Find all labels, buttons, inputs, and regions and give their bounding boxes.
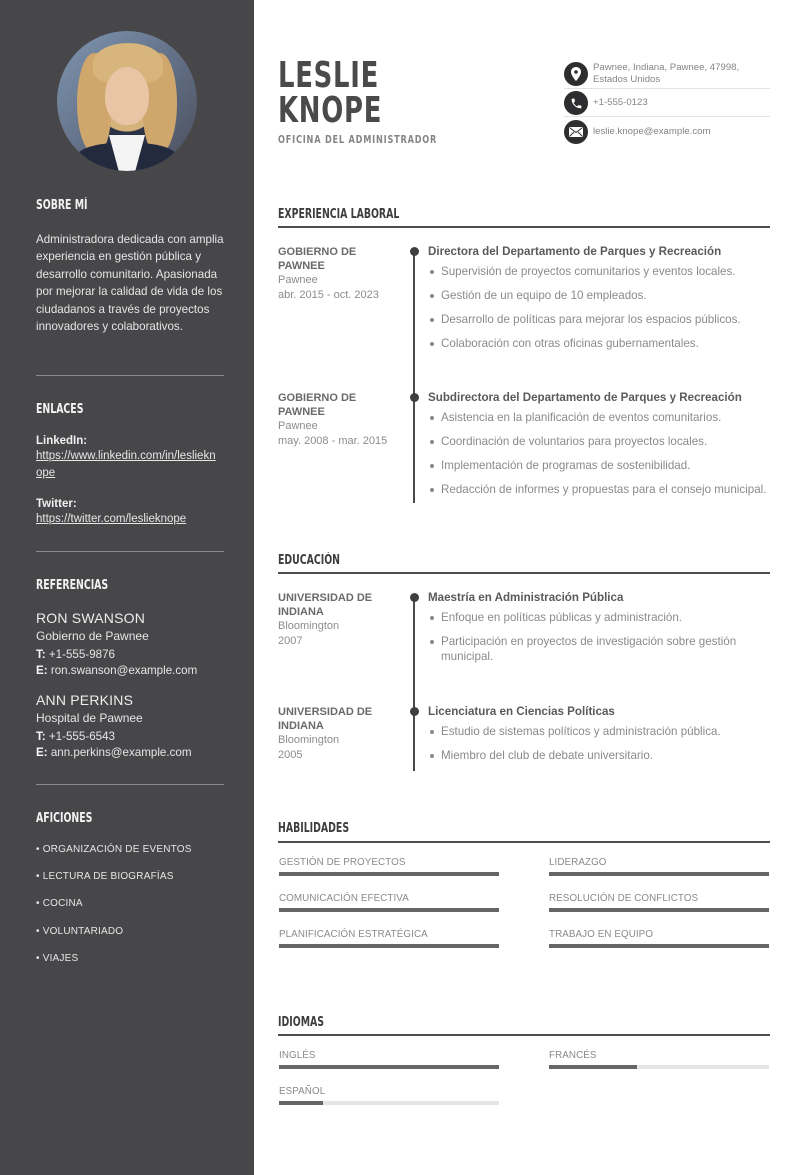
entry-dates: 2007 xyxy=(278,634,303,647)
entry-dates: 2005 xyxy=(278,748,303,761)
entry-org: GOBIERNO DE PAWNEE xyxy=(278,392,357,418)
hobby-item: • ORGANIZACIÓN DE EVENTOS xyxy=(36,844,224,871)
main-content xyxy=(254,0,794,1175)
twitter-label: Twitter: xyxy=(36,498,77,510)
skill-bar-fill xyxy=(549,908,769,912)
skill-bar-fill xyxy=(279,872,499,876)
job-title: OFICINA DEL ADMINISTRADOR xyxy=(278,134,438,146)
entry-bullet: Colaboración con otras oficinas gubernamentales. xyxy=(428,336,774,351)
linkedin-link[interactable]: https://www.linkedin.com/in/leslieknope xyxy=(36,450,216,479)
reference-phone xyxy=(36,729,224,745)
entry-bullet: Estudio de sistemas políticos y administración pública. xyxy=(428,724,774,739)
skill-bar xyxy=(549,908,769,912)
avatar xyxy=(57,31,197,171)
experience-title: EXPERIENCIA LABORAL xyxy=(278,207,400,222)
reference-email xyxy=(36,745,224,761)
address-text: Pawnee, Indiana, Pawnee, 47998, Estados Unidos xyxy=(593,62,740,85)
skill-bar-fill xyxy=(279,944,499,948)
language-bar-fill xyxy=(279,1065,499,1069)
timeline-dot xyxy=(410,393,419,402)
skill-item xyxy=(279,929,499,948)
link-twitter xyxy=(36,498,224,528)
language-bar xyxy=(549,1065,769,1069)
entry-bullet: Desarrollo de políticas para mejorar los espacios públicos. xyxy=(428,312,774,327)
education-title: EDUCACIÓN xyxy=(278,553,341,568)
skill-item xyxy=(279,857,499,876)
entry-org: UNIVERSIDAD DE INDIANA xyxy=(278,706,373,732)
reference-email xyxy=(36,663,224,679)
skill-label: RESOLUCIÓN DE CONFLICTOS xyxy=(549,893,699,904)
reference-name: ANN PERKINS xyxy=(36,692,134,708)
email-prefix: E: xyxy=(36,664,48,677)
skill-item xyxy=(549,857,769,876)
timeline-line xyxy=(413,251,415,503)
language-item xyxy=(549,1050,769,1069)
entry-bullet: Redacción de informes y propuestas para el consejo municipal. xyxy=(428,482,774,497)
contact-phone xyxy=(564,89,770,117)
entry-dates: abr. 2015 - oct. 2023 xyxy=(278,288,379,301)
phone-prefix: T: xyxy=(36,730,46,743)
timeline-line xyxy=(413,597,415,771)
skill-bar xyxy=(549,872,769,876)
entry-role: Subdirectora del Departamento de Parques y Recreación xyxy=(428,391,742,404)
hobbies-section xyxy=(36,809,224,827)
hobby-item: • VIAJES xyxy=(36,953,224,980)
entry-org: GOBIERNO DE PAWNEE xyxy=(278,246,357,272)
section-rule xyxy=(278,841,770,843)
entry-bullet: Enfoque en políticas públicas y administración. xyxy=(428,610,774,625)
hobby-item: • LECTURA DE BIOGRAFÍAS xyxy=(36,871,224,898)
contact-email xyxy=(564,117,770,145)
skill-bar xyxy=(279,908,499,912)
divider xyxy=(36,551,224,552)
language-item xyxy=(279,1086,499,1105)
reference-phone-value: +1-555-6543 xyxy=(48,730,115,743)
reference-org: Gobierno de Pawnee xyxy=(36,629,149,643)
twitter-link[interactable]: https://twitter.com/leslieknope xyxy=(36,513,187,525)
skill-item xyxy=(549,893,769,912)
phone-icon xyxy=(564,91,588,115)
reference-email-value[interactable]: ann.perkins@example.com xyxy=(50,746,192,759)
hobbies-title: AFICIONES xyxy=(36,811,93,826)
linkedin-label: LinkedIn: xyxy=(36,435,88,447)
entry-location: Bloomington xyxy=(278,620,340,632)
email-prefix: E: xyxy=(36,746,48,759)
reference-item xyxy=(36,692,224,761)
skill-bar xyxy=(279,872,499,876)
about-text-block xyxy=(36,231,224,335)
language-bar xyxy=(279,1101,499,1105)
language-label: ESPAÑOL xyxy=(279,1086,326,1097)
skill-label: GESTIÓN DE PROYECTOS xyxy=(279,857,406,868)
email-text[interactable]: leslie.knope@example.com xyxy=(593,126,711,137)
timeline-dot xyxy=(410,247,419,256)
link-linkedin xyxy=(36,435,224,481)
language-item xyxy=(279,1050,499,1069)
entry-location: Bloomington xyxy=(278,734,340,746)
skill-bar-fill xyxy=(549,944,769,948)
entry-bullet: Implementación de programas de sostenibilidad. xyxy=(428,458,774,473)
entry-location: Pawnee xyxy=(278,274,318,286)
divider xyxy=(36,375,224,376)
timeline-dot xyxy=(410,707,419,716)
skill-item xyxy=(549,929,769,948)
entry-role: Maestría en Administración Pública xyxy=(428,591,624,604)
language-bar-fill xyxy=(279,1101,323,1105)
entry-location: Pawnee xyxy=(278,420,318,432)
skill-bar xyxy=(549,944,769,948)
timeline-dot xyxy=(410,593,419,602)
section-rule xyxy=(278,572,770,574)
about-section xyxy=(36,196,224,214)
skill-label: LIDERAZGO xyxy=(549,857,607,868)
about-text: Administradora dedicada con amplia experiencia en gestión pública y desarrollo comunitario. Apasionada por mejorar la calidad de vida de los ciudadanos a través de proyectos innovadores y colaborativos. xyxy=(36,233,224,334)
skill-item xyxy=(279,893,499,912)
experience-entry xyxy=(428,391,774,506)
education-entry xyxy=(428,705,774,772)
entry-bullet: Participación en proyectos de investigación sobre gestión municipal. xyxy=(428,634,748,664)
links-section xyxy=(36,400,224,418)
entry-bullet: Gestión de un equipo de 10 empleados. xyxy=(428,288,774,303)
section-rule xyxy=(278,226,770,228)
language-bar-fill xyxy=(549,1065,637,1069)
skill-bar-fill xyxy=(549,872,769,876)
entry-bullet: Asistencia en la planificación de eventos comunitarios. xyxy=(428,410,774,425)
entry-role: Licenciatura en Ciencias Políticas xyxy=(428,705,615,718)
contact-address xyxy=(564,61,770,89)
phone-text: +1-555-0123 xyxy=(593,97,648,108)
reference-phone-value: +1-555-9876 xyxy=(48,648,115,661)
section-rule xyxy=(278,1034,770,1036)
languages-title: IDIOMAS xyxy=(278,1015,325,1030)
education-entry-meta xyxy=(278,705,398,762)
skill-bar xyxy=(279,944,499,948)
entry-bullet: Coordinación de voluntarios para proyectos locales. xyxy=(428,434,774,449)
hobbies-list xyxy=(36,844,224,980)
contact-block xyxy=(564,61,770,145)
reference-org: Hospital de Pawnee xyxy=(36,711,143,725)
first-name: LESLIE xyxy=(278,55,380,96)
education-entry xyxy=(428,591,774,673)
reference-phone xyxy=(36,647,224,663)
location-pin-icon xyxy=(564,62,588,86)
links-title: ENLACES xyxy=(36,402,84,417)
entry-bullet: Supervisión de proyectos comunitarios y eventos locales. xyxy=(428,264,774,279)
skill-bar-fill xyxy=(279,908,499,912)
entry-role: Directora del Departamento de Parques y Recreación xyxy=(428,245,722,258)
full-name xyxy=(278,55,383,131)
references-section xyxy=(36,576,224,594)
skill-label: TRABAJO EN EQUIPO xyxy=(549,929,654,940)
language-label: FRANCÉS xyxy=(549,1050,597,1061)
about-title: SOBRE MÍ xyxy=(36,198,88,213)
phone-prefix: T: xyxy=(36,648,46,661)
reference-email-value[interactable]: ron.swanson@example.com xyxy=(50,664,198,677)
hobby-item: • COCINA xyxy=(36,898,224,925)
reference-item xyxy=(36,610,224,679)
skill-label: COMUNICACIÓN EFECTIVA xyxy=(279,893,409,904)
divider xyxy=(36,784,224,785)
skills-title: HABILIDADES xyxy=(278,821,350,836)
experience-entry-meta xyxy=(278,391,398,448)
envelope-icon xyxy=(564,120,588,144)
last-name: KNOPE xyxy=(278,90,383,131)
experience-entry xyxy=(428,245,774,360)
sidebar xyxy=(0,0,254,1175)
references-title: REFERENCIAS xyxy=(36,578,109,593)
experience-entry-meta xyxy=(278,245,398,302)
entry-bullet: Miembro del club de debate universitario. xyxy=(428,748,774,763)
skill-label: PLANIFICACIÓN ESTRATÉGICA xyxy=(279,929,428,940)
language-bar xyxy=(279,1065,499,1069)
entry-org: UNIVERSIDAD DE INDIANA xyxy=(278,592,373,618)
hobby-item: • VOLUNTARIADO xyxy=(36,926,224,953)
entry-dates: may. 2008 - mar. 2015 xyxy=(278,434,388,447)
language-label: INGLÉS xyxy=(279,1050,316,1061)
education-entry-meta xyxy=(278,591,398,648)
reference-name: RON SWANSON xyxy=(36,610,146,626)
